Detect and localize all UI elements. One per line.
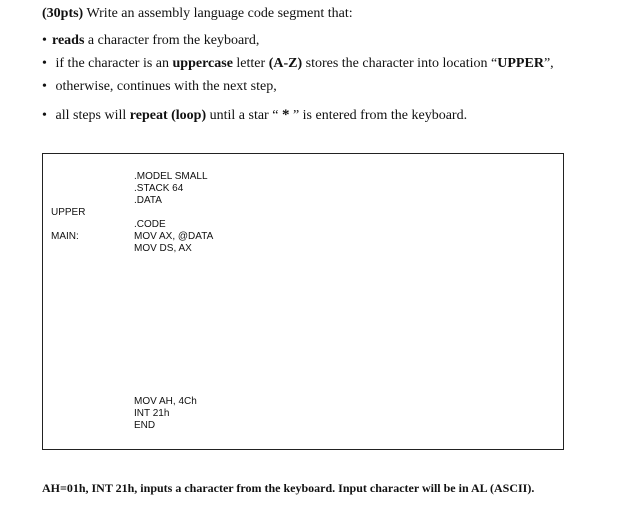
bullet-reads (42, 33, 259, 49)
label-main: MAIN: (51, 231, 79, 242)
code-line-mov-ds: MOV DS, AX (134, 243, 192, 254)
question-header (42, 6, 353, 22)
bullet-otherwise-text: otherwise, continues with the next step, (52, 79, 277, 94)
bullet-uppercase-mid2: stores the character into location “ (302, 56, 498, 71)
directive-data: .DATA (134, 195, 162, 206)
question-points: (30pts) (42, 6, 84, 21)
code-line-mov-ax: MOV AX, @DATA (134, 231, 214, 242)
bullet-reads-bold: reads (52, 33, 85, 48)
code-line-end: END (134, 420, 156, 431)
bullet-marker: • (42, 56, 47, 71)
bullet-reads-text: a character from the keyboard, (84, 33, 260, 48)
code-line-mov-ah: MOV AH, 4Ch (134, 396, 197, 407)
code-box (42, 153, 564, 450)
bullet-repeat-bold: repeat (loop) (129, 108, 207, 123)
bullet-repeat (42, 107, 467, 124)
bullet-otherwise (42, 79, 277, 95)
bullet-uppercase-mid: letter (232, 56, 269, 71)
bullet-repeat-post: ” is entered from the keyboard. (289, 108, 468, 123)
directive-stack: .STACK 64 (134, 183, 184, 194)
bullet-uppercase-location: UPPER (497, 56, 544, 71)
star-symbol: * (281, 107, 290, 123)
bullet-repeat-pre: all steps will (52, 108, 130, 123)
footer-note: AH=01h, INT 21h, inputs a character from the keyboard. Input character will be in AL (ASCII). (42, 481, 535, 495)
bullet-uppercase-range: (A-Z) (268, 56, 303, 71)
directive-code: .CODE (134, 219, 166, 230)
label-upper: UPPER (51, 207, 86, 218)
bullet-uppercase-bold: uppercase (172, 56, 233, 71)
question-prompt: Write an assembly language code segment that: (86, 6, 353, 21)
bullet-uppercase-post: ”, (543, 56, 554, 71)
bullet-marker: • (42, 33, 47, 48)
bullet-repeat-mid: until a star “ (206, 108, 282, 123)
directive-model: .MODEL SMALL (134, 171, 208, 182)
bullet-marker: • (42, 108, 47, 123)
code-line-int: INT 21h (134, 408, 170, 419)
bullet-marker: • (42, 79, 47, 94)
bullet-uppercase (42, 56, 554, 72)
bullet-uppercase-pre: if the character is an (52, 56, 173, 71)
